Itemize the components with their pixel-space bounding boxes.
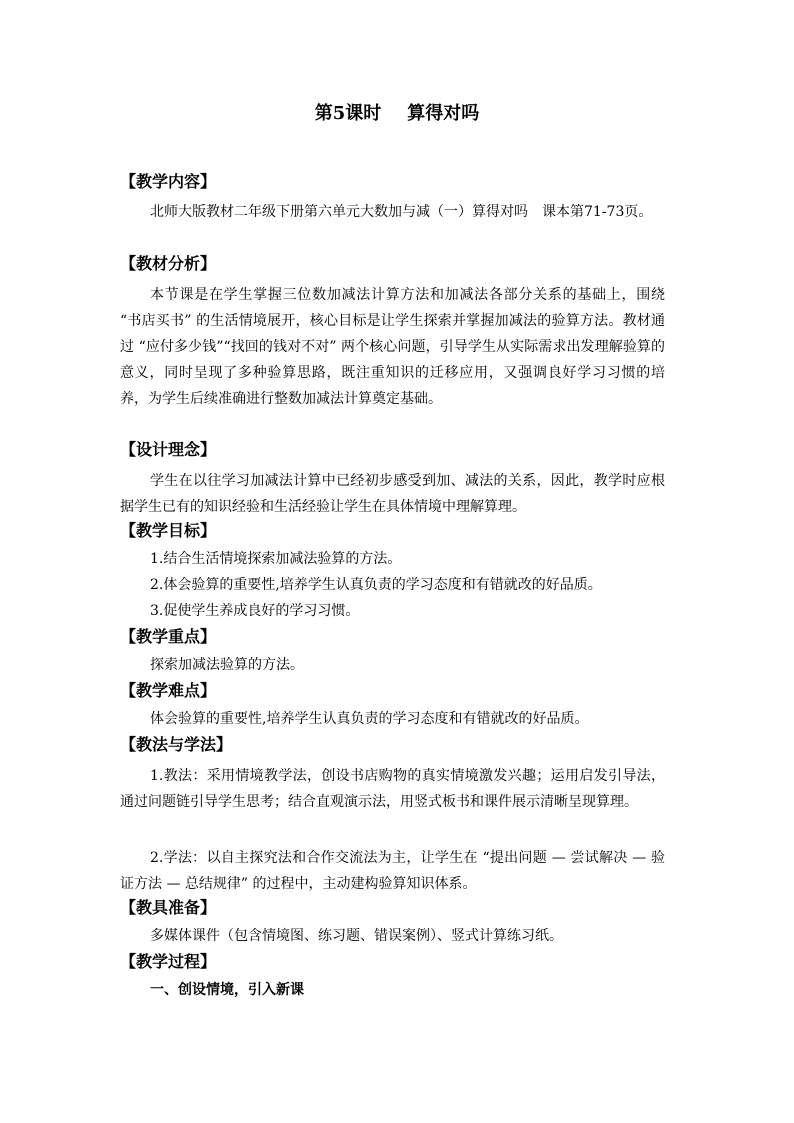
paragraph-teaching-aids: 多媒体课件（包含情境图、练习题、错误案例）、竖式计算练习纸。 bbox=[150, 928, 563, 944]
heading-methods: 【教法与学法】 bbox=[120, 735, 233, 754]
goal-item: 1.结合生活情境探索加减法验算的方法。 bbox=[150, 551, 402, 567]
heading-teaching-key: 【教学重点】 bbox=[120, 627, 217, 646]
heading-teaching-process: 【教学过程】 bbox=[120, 952, 217, 971]
heading-teaching-content: 【教学内容】 bbox=[120, 172, 217, 191]
process-step-1: 一、创设情境，引入新课 bbox=[150, 982, 304, 998]
heading-material-analysis: 【教材分析】 bbox=[120, 254, 217, 273]
heading-teaching-goals: 【教学目标】 bbox=[120, 521, 217, 540]
lesson-name: 算得对吗 bbox=[407, 103, 480, 124]
lesson-number: 第5课时 bbox=[314, 103, 382, 124]
heading-design-concept: 【设计理念】 bbox=[120, 440, 217, 459]
paragraph-teaching-difficulty: 体会验算的重要性,培养学生认真负责的学习态度和有错就改的好品质。 bbox=[150, 711, 589, 727]
paragraph-design-concept: 学生在以往学习加减法计算中已经初步感受到加、减法的关系，因此，教学时应根据学生已有的知识经验和生活经验让学生在具体情境中理解算理。 bbox=[120, 473, 665, 515]
paragraph-material-analysis: 本节课是在学生掌握三位数加减法计算方法和加减法各部分关系的基础上，围绕 “书店买书” 的生活情境展开，核心目标是让学生探索并掌握加减法的验算方法。教材通过 “应付多少钱”“找回的钱对不对” 两个核心问题，引导学生从实际需求出发理解验算的意义，同时呈现了多种验算思路，既注重知识的迁移应用，又强调良好学习习惯的培养，为学生后续准确进行整数加减法计算奠定基础。 bbox=[120, 287, 665, 407]
heading-teaching-difficulty: 【教学难点】 bbox=[120, 681, 217, 700]
paragraph-teaching-content: 北师大版教材二年级下册第六单元大数加与减（一）算得对吗 课本第71-73页。 bbox=[150, 204, 653, 220]
lesson-title bbox=[0, 102, 794, 126]
goal-item: 2.体会验算的重要性,培养学生认真负责的学习态度和有错就改的好品质。 bbox=[150, 577, 602, 593]
goal-item: 3.促使学生养成良好的学习习惯。 bbox=[150, 603, 360, 619]
paragraph-teaching-method: 1.教法：采用情境教学法，创设书店购物的真实情境激发兴趣；运用启发引导法，通过问题链引导学生思考；结合直观演示法，用竖式板书和课件展示清晰呈现算理。 bbox=[120, 768, 665, 810]
heading-teaching-aids: 【教具准备】 bbox=[120, 898, 217, 917]
paragraph-learning-method: 2.学法：以自主探究法和合作交流法为主，让学生在 “提出问题 — 尝试解决 — 验证方法 — 总结规律” 的过程中，主动建构验算知识体系。 bbox=[120, 850, 665, 892]
paragraph-teaching-key: 探索加减法验算的方法。 bbox=[150, 657, 304, 673]
